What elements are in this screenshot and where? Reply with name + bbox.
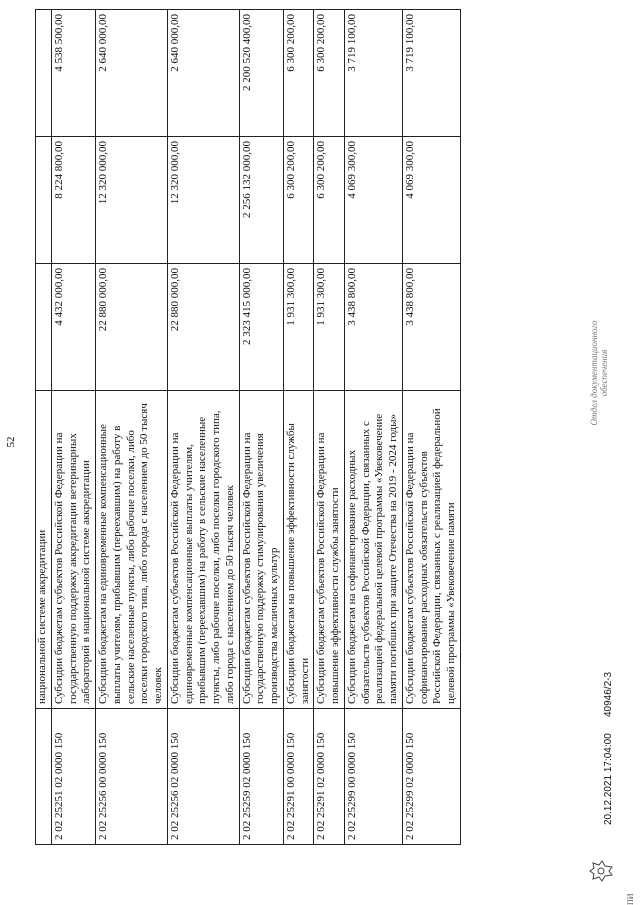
- amount-col3: 2 200 520 400,00: [239, 10, 283, 137]
- amount-col3: 6 300 200,00: [283, 10, 314, 137]
- amount-col2: 4 069 300,00: [344, 137, 402, 264]
- budget-code: 2 02 25251 02 0000 150: [51, 709, 95, 845]
- row-description: Субсидии бюджетам субъектов Российской Федерации на софинансирование расходных обязательств субъектов Российской Федерации, связанных с реализацией федеральной целевой программы «Увековечение памяти: [402, 391, 460, 709]
- amount-col2: 8 224 800,00: [51, 137, 95, 264]
- budget-code: 2 02 25256 00 0000 150: [96, 709, 168, 845]
- row-description: Субсидии бюджетам субъектов Российской Федерации на повышение эффективности службы занятости: [314, 391, 345, 709]
- amount-col1: 22 880 000,00: [96, 264, 168, 391]
- table-row: [239, 10, 283, 845]
- table-row: [314, 10, 345, 845]
- budget-table: [35, 9, 461, 845]
- amount-col1: 22 880 000,00: [167, 264, 239, 391]
- stamp-line: обеспечения: [598, 349, 609, 397]
- footer-doc-number: 40946/2-3: [603, 671, 614, 717]
- amount-col2: 12 320 000,00: [96, 137, 168, 264]
- stamp-line: Отдел документационного: [589, 320, 599, 426]
- budget-code: 2 02 25256 02 0000 150: [167, 709, 239, 845]
- amount-col3: 6 300 200,00: [314, 10, 345, 137]
- coat-of-arms-emblem: [588, 859, 614, 883]
- row-description: национальной системе аккредитации: [36, 391, 52, 709]
- row-description: Субсидии бюджетам на повышение эффективности службы занятости: [283, 391, 314, 709]
- table-row: [96, 10, 168, 845]
- budget-code: 2 02 25259 02 0000 150: [239, 709, 283, 845]
- amount-col3: 3 719 100,00: [344, 10, 402, 137]
- budget-code: 2 02 25299 00 0000 150: [344, 709, 402, 845]
- department-stamp: [590, 303, 610, 443]
- row-description: Субсидии бюджетам субъектов Российской Федерации на государственную поддержку стимулирования увеличения производства масличных культур: [239, 391, 283, 709]
- budget-code: 2 02 25291 00 0000 150: [283, 709, 314, 845]
- amount-col3: 2 640 000,00: [167, 10, 239, 137]
- page-number: 52: [5, 436, 17, 448]
- amount-col2: 2 256 132 000,00: [239, 137, 283, 264]
- amount-col3: 3 719 100,00: [402, 10, 460, 137]
- amount-col2: 4 069 300,00: [402, 137, 460, 264]
- amount-col2: 6 300 200,00: [314, 137, 345, 264]
- budget-code: 2 02 25299 02 0000 150: [402, 709, 460, 845]
- amount-col1: 1 931 300,00: [283, 264, 314, 391]
- table-row: [51, 10, 95, 845]
- amount-col1: 3 438 800,00: [344, 264, 402, 391]
- footer-timestamp: 20.12.2021 17:04:00: [603, 733, 614, 825]
- budget-code: 2 02 25291 02 0000 150: [314, 709, 345, 845]
- table-row: [344, 10, 402, 845]
- row-description: Субсидии бюджетам на софинансирование расходных обязательств субъектов Российской Федерации, связанных с реализацией федеральной целевой программы «Увековечение памяти погибших при защите Отечества на 2019 - 2024 годы»: [344, 391, 402, 709]
- amount-col2: [36, 137, 52, 264]
- table-row: [402, 10, 460, 845]
- amount-col1: [36, 264, 52, 391]
- amount-col1: 4 432 000,00: [51, 264, 95, 391]
- table-row: [167, 10, 239, 845]
- row-description: Субсидии бюджетам субъектов Российской Федерации на единовременные компенсационные выплаты учителям, прибывшим (переехавшим) на работу в сельские населенные пункты, либо рабочие поселки, либо поселки городского типа, либо города с населением до 50 тысяч человек: [167, 391, 239, 709]
- amount-col3: 2 640 000,00: [96, 10, 168, 137]
- table-row: [36, 10, 52, 845]
- amount-col2: 12 320 000,00: [167, 137, 239, 264]
- amount-col3: 4 538 500,00: [51, 10, 95, 137]
- row-description: Субсидии бюджетам субъектов Российской Федерации на государственную поддержку аккредитации ветеринарных лабораторий в национальной системе аккредитации: [51, 391, 95, 709]
- amount-col1: 2 323 415 000,00: [239, 264, 283, 391]
- margin-mark: ПИ: [626, 893, 635, 905]
- row-description: Субсидии бюджетам на единовременные компенсационные выплаты учителям, прибывшим (переехавшим) на работу в сельские населенные пункты, либо рабочие поселки, либо поселки городского типа, либо города с населением до 50 тысяч человек: [96, 391, 168, 709]
- table-row: [283, 10, 314, 845]
- amount-col3: [36, 10, 52, 137]
- amount-col1: 1 931 300,00: [314, 264, 345, 391]
- amount-col1: 3 438 800,00: [402, 264, 460, 391]
- budget-code: [36, 709, 52, 845]
- amount-col2: 6 300 200,00: [283, 137, 314, 264]
